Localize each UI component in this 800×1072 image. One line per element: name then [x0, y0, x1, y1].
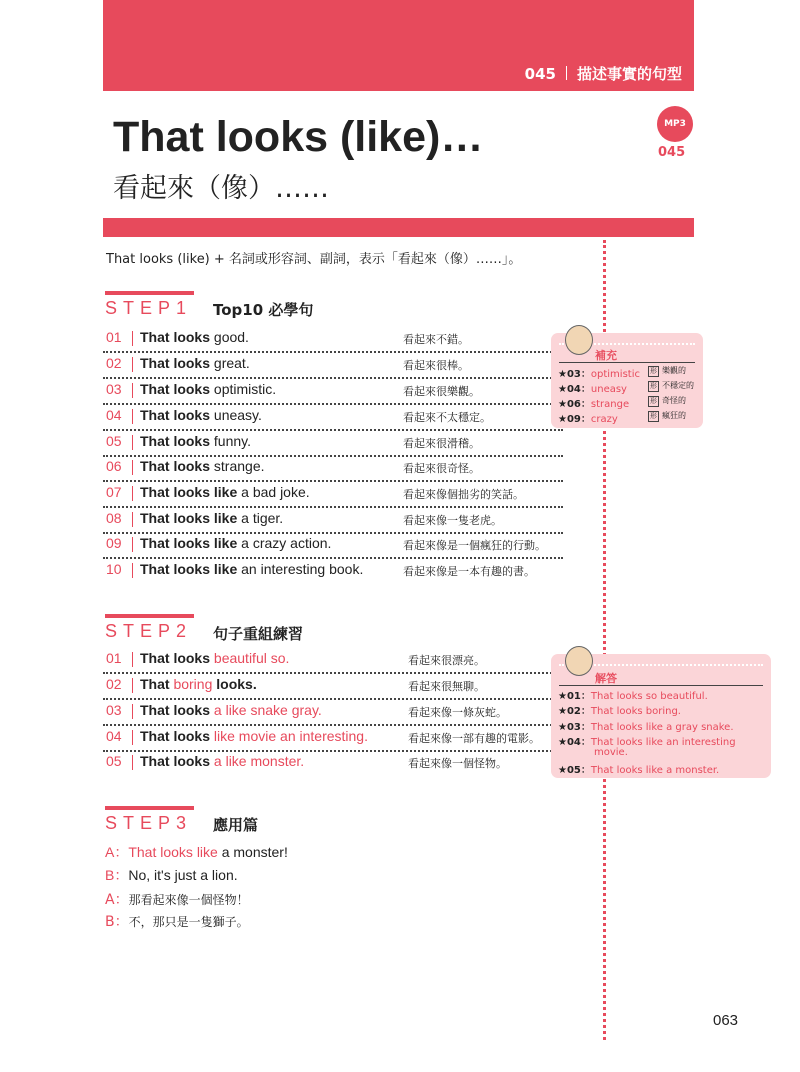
sentence-rest: strange. — [210, 458, 265, 474]
sentence-english — [140, 535, 331, 551]
sentence-english — [140, 484, 310, 500]
scrambled-sentence — [140, 728, 368, 744]
list-item — [103, 532, 563, 559]
list-item — [103, 507, 563, 534]
item-divider — [132, 652, 133, 667]
dialogue-line — [105, 842, 288, 862]
scrambled-part: like movie an interesting. — [210, 728, 368, 744]
dialogue-text: a monster! — [217, 844, 288, 860]
item-number: 01 — [106, 650, 122, 666]
item-number: 03 — [106, 381, 122, 397]
supplement-gloss — [648, 410, 686, 422]
sentence-chinese: 看起來很樂觀。 — [403, 385, 480, 398]
box-rule — [559, 362, 695, 363]
supplement-title: 補充 — [595, 349, 617, 362]
speaker-label: A： — [105, 844, 129, 860]
supplement-box — [551, 333, 703, 428]
intro-text: That looks (like) + 名詞或形容詞、副詞，表示「看起來（像）……」。 — [106, 252, 522, 267]
supplement-item — [558, 380, 627, 395]
item-number: 04 — [106, 407, 122, 423]
list-item — [103, 352, 563, 379]
sentence-english — [140, 561, 363, 577]
sentence-keyword: That looks — [140, 381, 211, 397]
student-avatar-icon — [565, 325, 593, 355]
list-item — [103, 430, 563, 457]
sentence-rest: optimistic. — [210, 381, 277, 397]
item-divider — [132, 460, 133, 475]
item-divider — [132, 357, 133, 372]
pos-tag: 形 — [650, 367, 657, 375]
item-number: 08 — [106, 510, 122, 526]
scrambled-sentence — [140, 650, 289, 666]
answer-text: That looks like a monster. — [590, 765, 720, 776]
fixed-part: That — [140, 676, 170, 692]
item-divider — [132, 383, 133, 398]
speaker-label: B： — [105, 867, 129, 883]
scrambled-part: boring — [169, 676, 217, 692]
answer-item-continued — [594, 747, 628, 758]
answer-text: movie. — [594, 747, 628, 758]
sentence-keyword: That looks — [140, 329, 211, 345]
sentence-keyword: That looks like — [140, 535, 238, 551]
sentence-chinese: 看起來很無聊。 — [408, 680, 485, 693]
list-item — [103, 455, 563, 482]
item-ref: ★03： — [558, 722, 591, 733]
pos-tag: 形 — [650, 382, 657, 390]
answer-item — [558, 702, 681, 717]
vocab-word: uneasy — [590, 384, 627, 395]
step1-label: STEP1 — [105, 298, 193, 318]
sentence-chinese: 看起來不太穩定。 — [403, 411, 491, 424]
speaker-label: B： — [105, 914, 129, 930]
vocab-word: strange — [590, 399, 630, 410]
list-item — [103, 326, 563, 353]
supplement-gloss — [648, 380, 694, 392]
item-ref: ★06： — [558, 399, 591, 410]
sentence-rest: a bad joke. — [237, 484, 310, 500]
item-divider — [132, 331, 133, 346]
list-item — [103, 481, 563, 508]
answer-item — [558, 687, 708, 702]
page-title-chinese: 看起來（像）…… — [113, 173, 329, 204]
item-divider — [132, 730, 133, 745]
sentence-chinese: 看起來像個拙劣的笑話。 — [403, 488, 524, 501]
mp3-icon[interactable]: MP3 — [657, 106, 693, 142]
sentence-keyword: That looks like — [140, 561, 238, 577]
step3-bar — [105, 806, 194, 810]
sentence-keyword: That looks — [140, 458, 211, 474]
sentence-english — [140, 458, 265, 474]
scrambled-part: a like monster. — [210, 753, 305, 769]
item-number: 05 — [106, 753, 122, 769]
sentence-chinese: 看起來像一隻老虎。 — [403, 514, 502, 527]
sentence-rest: a tiger. — [237, 510, 284, 526]
highlight-phrase: That looks like — [128, 844, 218, 860]
answer-item — [558, 718, 734, 733]
dialogue-text: No, it's just a lion. — [128, 867, 238, 883]
answers-box — [551, 654, 771, 778]
answer-item — [558, 761, 719, 776]
dialogue-line — [105, 865, 238, 885]
student-avatar-icon — [565, 646, 593, 676]
scrambled-sentence — [140, 702, 322, 718]
unit-number: 045 — [524, 65, 556, 83]
answer-text: That looks like a gray snake. — [590, 722, 734, 733]
step3-title: 應用篇 — [213, 816, 259, 834]
title-band — [103, 218, 694, 237]
item-number: 04 — [106, 728, 122, 744]
page-number: 063 — [713, 1012, 739, 1029]
step3-label: STEP3 — [105, 813, 193, 833]
sentence-chinese: 看起來很奇怪。 — [403, 462, 480, 475]
box-rule — [559, 685, 763, 686]
sentence-keyword: That looks — [140, 433, 211, 449]
item-divider — [132, 704, 133, 719]
header-divider — [566, 66, 567, 80]
item-divider — [132, 678, 133, 693]
sentence-english — [140, 510, 283, 526]
fixed-tail: looks. — [216, 676, 257, 692]
sentence-chinese: 看起來像一部有趣的電影。 — [408, 732, 540, 745]
fixed-part: That looks — [140, 728, 211, 744]
dialogue-line-chinese — [105, 911, 249, 931]
sentence-rest: good. — [210, 329, 249, 345]
audio-track-number: 045 — [658, 145, 686, 160]
item-divider — [132, 435, 133, 450]
list-item — [103, 404, 563, 431]
sentence-chinese: 看起來像一條灰蛇。 — [408, 706, 507, 719]
fixed-part: That looks — [140, 702, 211, 718]
list-item — [103, 725, 563, 752]
dialogue-text: 不，那只是一隻獅子。 — [128, 915, 249, 929]
item-number: 06 — [106, 458, 122, 474]
sentence-rest: great. — [210, 355, 250, 371]
item-ref: ★09： — [558, 414, 591, 425]
sentence-keyword: That looks — [140, 355, 211, 371]
sentence-chinese: 看起來像一個怪物。 — [408, 757, 507, 770]
supplement-item — [558, 395, 629, 410]
sentence-chinese: 看起來很漂亮。 — [408, 654, 485, 667]
item-ref: ★01： — [558, 691, 591, 702]
sentence-english — [140, 355, 250, 371]
answer-text: That looks boring. — [590, 706, 681, 717]
fixed-part: That looks — [140, 650, 211, 666]
item-ref: ★02： — [558, 706, 591, 717]
vocab-word: optimistic — [590, 369, 640, 380]
answer-text: That looks so beautiful. — [590, 691, 708, 702]
dialogue-line-chinese — [105, 889, 249, 909]
item-divider — [132, 537, 133, 552]
list-item — [103, 647, 563, 674]
sentence-rest: funny. — [210, 433, 252, 449]
sentence-keyword: That looks like — [140, 484, 238, 500]
answer-text: That looks like an interesting — [590, 737, 736, 748]
vocab-meaning: 瘋狂的 — [662, 411, 686, 420]
header-label — [525, 63, 682, 84]
answers-title: 解答 — [595, 672, 617, 685]
item-ref: ★04： — [558, 737, 591, 748]
scrambled-part: a like snake gray. — [210, 702, 322, 718]
vocab-meaning: 奇怪的 — [662, 396, 686, 405]
list-item — [103, 558, 563, 583]
step2-title: 句子重組練習 — [213, 625, 304, 643]
unit-title: 描述事實的句型 — [576, 65, 682, 83]
list-item — [103, 378, 563, 405]
item-number: 10 — [106, 561, 122, 577]
supplement-gloss — [648, 395, 686, 407]
fixed-part: That looks — [140, 753, 211, 769]
list-item — [103, 750, 563, 775]
sentence-english — [140, 407, 262, 423]
step1-title: Top10 必學句 — [213, 301, 314, 319]
item-number: 07 — [106, 484, 122, 500]
sentence-keyword: That looks like — [140, 510, 238, 526]
sentence-chinese: 看起來像是一本有趣的書。 — [403, 565, 535, 578]
sentence-english — [140, 433, 251, 449]
supplement-gloss — [648, 365, 686, 377]
scrambled-part: beautiful so. — [210, 650, 290, 666]
item-ref: ★04： — [558, 384, 591, 395]
item-number: 02 — [106, 676, 122, 692]
item-divider — [132, 486, 133, 501]
sentence-keyword: That looks — [140, 407, 211, 423]
step1-bar — [105, 291, 194, 295]
item-number: 02 — [106, 355, 122, 371]
header-bar — [103, 0, 694, 91]
step2-label: STEP2 — [105, 621, 193, 641]
supplement-item — [558, 365, 640, 380]
sentence-rest: uneasy. — [210, 407, 262, 423]
item-divider — [132, 512, 133, 527]
scrambled-sentence — [140, 753, 304, 769]
vocab-meaning: 不穩定的 — [662, 381, 694, 390]
vocab-word: crazy — [590, 414, 618, 425]
scrambled-sentence — [140, 676, 257, 692]
item-number: 01 — [106, 329, 122, 345]
sentence-rest: a crazy action. — [237, 535, 332, 551]
supplement-item — [558, 410, 618, 425]
sentence-english — [140, 329, 249, 345]
vocab-meaning: 樂觀的 — [662, 366, 686, 375]
list-item — [103, 673, 563, 700]
sentence-chinese: 看起來很棒。 — [403, 359, 469, 372]
item-ref: ★03： — [558, 369, 591, 380]
sentence-chinese: 看起來不錯。 — [403, 333, 469, 346]
page-title-english: That looks (like)… — [113, 113, 484, 161]
item-divider — [132, 755, 133, 770]
item-divider — [132, 563, 133, 578]
pos-tag: 形 — [650, 412, 657, 420]
item-number: 09 — [106, 535, 122, 551]
sentence-english — [140, 381, 276, 397]
speaker-label: A： — [105, 892, 129, 908]
answer-item — [558, 733, 736, 748]
pos-tag: 形 — [650, 397, 657, 405]
dialogue-text: 那看起來像一個怪物！ — [128, 893, 249, 907]
sentence-chinese: 看起來很滑稽。 — [403, 437, 480, 450]
sentence-rest: an interesting book. — [237, 561, 364, 577]
item-number: 05 — [106, 433, 122, 449]
item-divider — [132, 409, 133, 424]
step2-bar — [105, 614, 194, 618]
list-item — [103, 699, 563, 726]
sentence-chinese: 看起來像是一個瘋狂的行動。 — [403, 539, 546, 552]
item-number: 03 — [106, 702, 122, 718]
item-ref: ★05： — [558, 765, 591, 776]
